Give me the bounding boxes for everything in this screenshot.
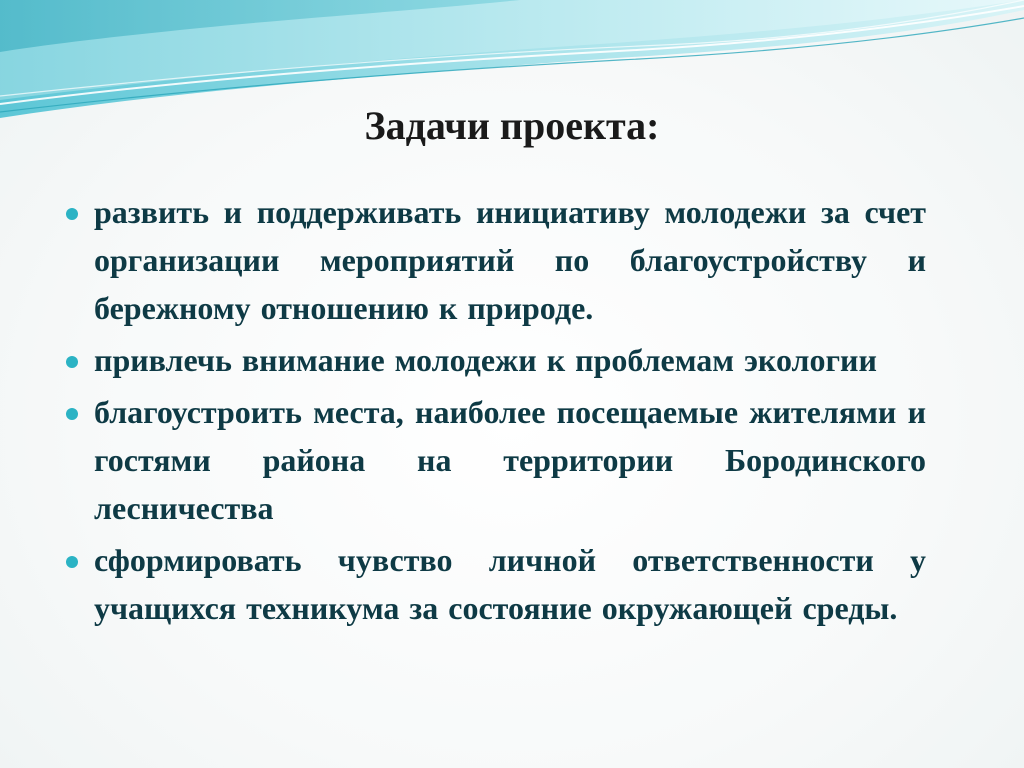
bullet-dot-icon	[66, 408, 78, 420]
bullet-dot-icon	[66, 208, 78, 220]
bullet-dot-icon	[66, 556, 78, 568]
bullet-text: привлечь внимание молодежи к проблемам экологии	[94, 342, 877, 378]
bullet-text: развить и поддерживать инициативу молодежи за счет организации мероприятий по благоустройству и бережному отношению к природе.	[94, 194, 926, 326]
bullet-dot-icon	[66, 356, 78, 368]
bullet-item	[62, 388, 962, 532]
bullet-item	[62, 536, 962, 632]
bullet-item	[62, 336, 962, 384]
bullet-item	[62, 188, 962, 332]
bullet-list	[62, 188, 962, 636]
bullet-text: благоустроить места, наиболее посещаемые жителями и гостями района на территории Бородинского лесничества	[94, 394, 926, 526]
slide-title: Задачи проекта:	[364, 103, 660, 148]
bullet-text: сформировать чувство личной ответственности у учащихся техникума за состояние окружающей среды.	[94, 542, 926, 626]
